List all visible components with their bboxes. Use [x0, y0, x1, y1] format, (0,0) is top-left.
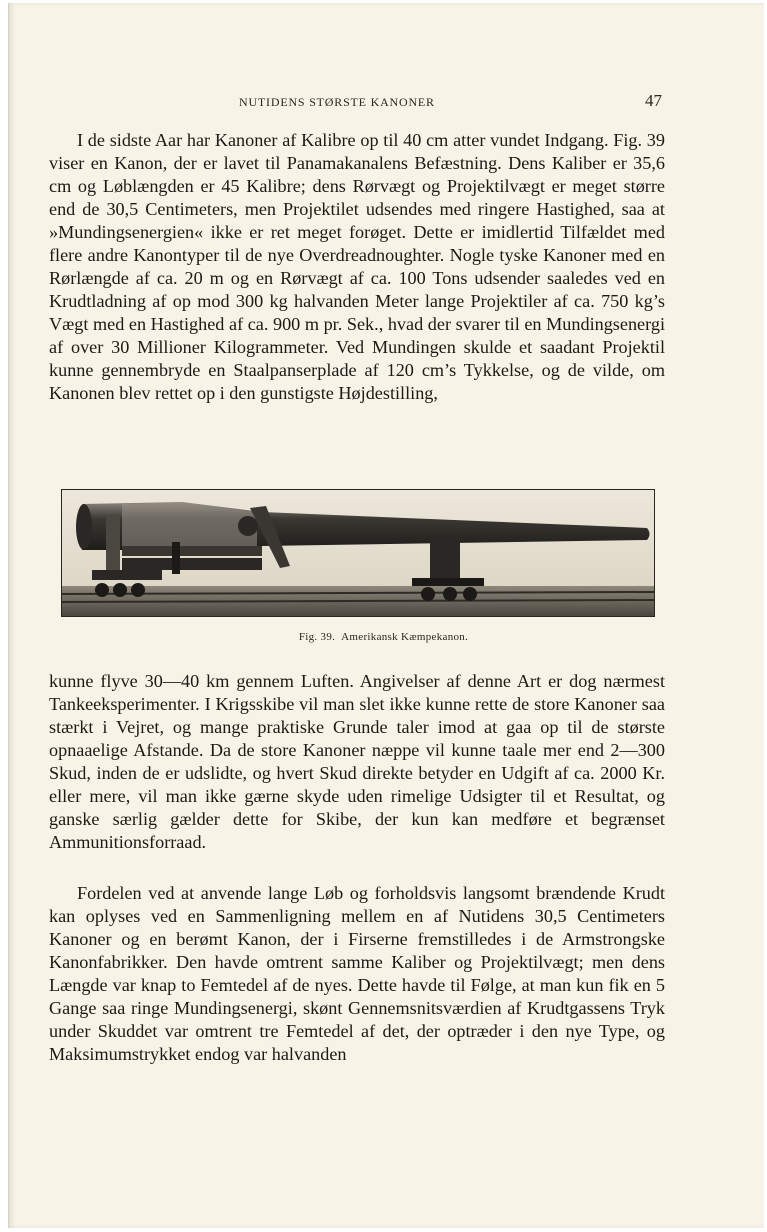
figure-caption-text: Amerikansk Kæmpekanon.: [341, 631, 469, 643]
paragraph-2: kunne flyve 30—40 km gennem Luften. Angivelser af denne Art er dog nærmest Tankeeksperimenter. I Krigsskibe vil man slet ikke kunne rette de store Kanoner saa stærkt i Vejret, og mange praktiske Grunde taler imod at gaa op til de største opnaaelige Afstande. Da de store Kanoner næppe vil kunne taale mer end 2—300 Skud, inden de er udslidte, og hvert Skud direkte betyder en Udgift af ca. 2000 Kr. eller mere, vil man ikke gærne skyde uden rimelige Udsigter til et Resultat, og ganske særlig gælder dette for Skibe, der kun kan medføre et begrænset Ammunitionsforraad.: [49, 671, 665, 852]
cannon-photo-drawing: [62, 490, 654, 616]
paragraph-1: I de sidste Aar har Kanoner af Kalibre op til 40 cm atter vundet Indgang. Fig. 39 viser en Kanon, der er lavet til Panamakanalens Befæstning. Dens Kaliber er 35,6 cm og Løblængden er 45 Kalibre; dens Rørvægt og Projektilvægt er meget større end de 30,5 Centimeters, men Projektilet udsendes med ringere Hastighed, saa at »Mundingsenergien« ikke er ret meget forøget. Dette er imidlertid Tilfældet med flere andre Kanontyper til de nye Overdreadnoughter. Nogle tyske Kanoner med en Rørlængde af ca. 20 m og en Rørvægt af ca. 100 Tons udsender saaledes ved en Krudtladning af op mod 300 kg halvanden Meter lange Projektiler af ca. 750 kg’s Vægt med en Hastighed af ca. 900 m pr. Sek., hvad der svarer til en Mundingsenergi af over 30 Millioner Kilogrammeter. Ved Mundingen skulde et saadant Projektil kunne gennembryde en Staalpanserplade af 120 cm’s Tykkelse, og de vilde, om Kanonen blev rettet op i den gunstigste Højdestilling,: [49, 130, 665, 403]
paragraph-3: Fordelen ved at anvende lange Løb og forholdsvis langsomt brændende Krudt kan oplyses ved en Sammenligning mellem en af Nutidens 30,5 Centimeters Kanoner og en berømt Kanon, der i Firserne fremstilledes i de Armstrongske Kanonfabrikker. Den havde omtrent samme Kaliber og Projektilvægt; men dens Længde var knap to Femtedel af de nyes. Dette havde til Følge, at man kun fik en 5 Gange saa ringe Mundingsenergi, skønt Gennemsnitsværdien af Krudtgassens Tryk under Skuddet var omtrent tre Femtedel af det, der optræder i den nye Type, og Maksimumstrykket endog var halvanden: [49, 883, 665, 1064]
figure-number: Fig. 39.: [298, 631, 336, 643]
book-page: [8, 3, 764, 1228]
page-number: 47: [645, 91, 662, 110]
page-header: [9, 91, 764, 113]
cannon-illustration: [61, 489, 655, 617]
running-title: NUTIDENS STØRSTE KANONER: [239, 95, 435, 109]
figure-caption: [9, 631, 764, 643]
